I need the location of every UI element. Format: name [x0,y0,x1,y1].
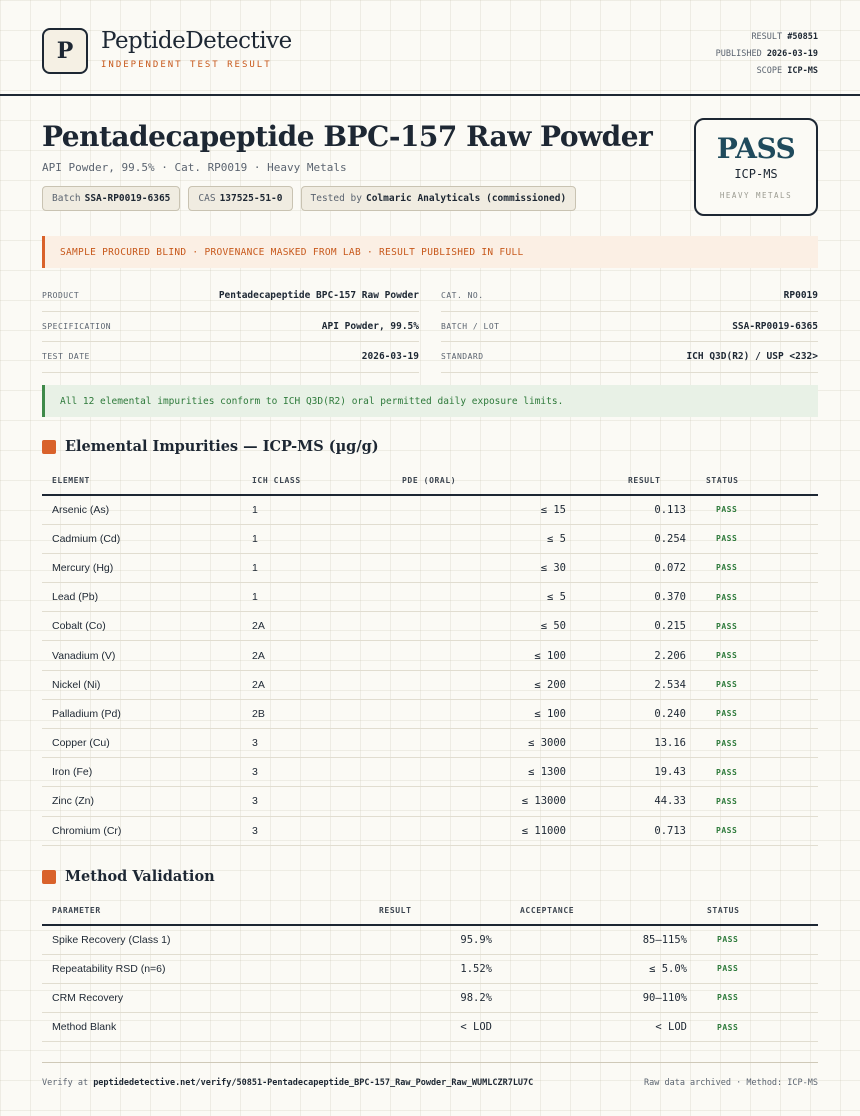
status-badge: PASS [696,816,818,845]
pde-limit: ≤ 100 [352,699,576,728]
badge-verdict: PASS [716,132,796,165]
table-row [42,553,818,582]
ich-class: 3 [242,787,352,816]
validation-body [42,925,818,1042]
ich-class: 1 [242,495,352,524]
scope-label: SCOPE [756,66,783,76]
element-name: Vanadium (V) [42,641,242,670]
impurities-table [42,466,818,846]
result-id [716,29,818,46]
brand-tagline: INDEPENDENT TEST RESULT [101,60,272,70]
product-chips [42,186,576,211]
ich-class: 2A [242,670,352,699]
brand-name: PeptideDetective [101,28,292,54]
info-value: Pentadecapeptide BPC-157 Raw Powder [218,290,419,302]
verify-prefix: Verify at [42,1077,89,1088]
result-value: 1.52% [292,954,502,983]
column-header: PARAMETER [42,896,292,925]
footer [42,1062,818,1102]
ich-class: 1 [242,524,352,553]
parameter-name: Spike Recovery (Class 1) [42,925,292,954]
pde-limit: ≤ 3000 [352,729,576,758]
table-row [42,583,818,612]
pde-limit: ≤ 50 [352,612,576,641]
table-row [42,816,818,845]
column-header: PDE (ORAL) [352,466,576,495]
column-header: RESULT [576,466,696,495]
section-marker-icon [42,440,56,454]
result-value: 44.33 [576,787,696,816]
status-badge: PASS [697,925,818,954]
result-value: 0.240 [576,699,696,728]
info-value: SSA-RP0019-6365 [732,320,818,332]
element-name: Copper (Cu) [42,729,242,758]
table-row [42,729,818,758]
table-header-row [42,896,818,925]
chip-label: Tested by [310,193,362,204]
result-meta [716,29,818,80]
chip-value: Colmaric Analyticals (commissioned) [365,193,567,204]
result-id-label: RESULT [751,32,783,42]
parameter-name: CRM Recovery [42,983,292,1012]
table-row [42,1013,818,1042]
conformance-banner: All 12 elemental impurities conform to ICH Q3D(R2) oral permitted daily exposure limits. [42,385,818,417]
info-value: API Powder, 99.5% [321,320,419,332]
result-value: < LOD [292,1013,502,1042]
ich-class: 1 [242,583,352,612]
validation-table [42,896,818,1042]
report-header [0,0,860,96]
result-value: 13.16 [576,729,696,758]
badge-scope: HEAVY METALS [719,191,793,200]
result-value: 19.43 [576,758,696,787]
published-value: 2026-03-19 [766,49,818,59]
pde-limit: ≤ 100 [352,641,576,670]
element-name: Lead (Pb) [42,583,242,612]
element-name: Cobalt (Co) [42,612,242,641]
pde-limit: ≤ 11000 [352,816,576,845]
status-badge: PASS [696,612,818,641]
table-header-row [42,466,818,495]
status-badge: PASS [696,524,818,553]
status-badge: PASS [696,641,818,670]
acceptance-range: 85–115% [502,925,697,954]
info-value: ICH Q3D(R2) / USP <232> [686,351,818,363]
status-badge: PASS [696,670,818,699]
table-row [42,954,818,983]
info-standard [441,342,818,373]
element-name: Iron (Fe) [42,758,242,787]
column-header: ACCEPTANCE [502,896,697,925]
info-grid [42,281,818,373]
page-subtitle: API Powder, 99.5% · Cat. RP0019 · Heavy Metals [42,161,347,174]
info-cat [441,281,818,312]
result-value: 2.534 [576,670,696,699]
verify-link[interactable]: peptidedetective.net/verify/50851-Pentadecapeptide_BPC-157_Raw_Powder_Raw_WUMLCZR7LU7C [93,1077,534,1088]
info-product [42,281,419,312]
table-row [42,612,818,641]
ich-class: 2B [242,699,352,728]
impurities-body [42,495,818,845]
info-key: SPECIFICATION [42,321,112,331]
pde-limit: ≤ 5 [352,583,576,612]
result-value: 98.2% [292,983,502,1012]
column-header: ICH CLASS [242,466,352,495]
element-name: Mercury (Hg) [42,553,242,582]
info-spec [42,312,419,343]
scope-value: ICP-MS [787,66,818,76]
pde-limit: ≤ 200 [352,670,576,699]
status-badge: PASS [697,954,818,983]
status-badge: PASS [696,495,818,524]
validation-heading [42,868,215,885]
section-title: Elemental Impurities — ICP-MS (µg/g) [65,438,379,455]
pde-limit: ≤ 15 [352,495,576,524]
element-name: Cadmium (Cd) [42,524,242,553]
table-row [42,925,818,954]
result-value: 0.370 [576,583,696,612]
tested-by-chip [301,186,577,211]
parameter-name: Method Blank [42,1013,292,1042]
element-name: Zinc (Zn) [42,787,242,816]
status-badge: PASS [696,758,818,787]
ich-class: 3 [242,816,352,845]
status-badge: PASS [696,583,818,612]
chip-value: SSA-RP0019-6365 [84,193,171,204]
page-title: Pentadecapeptide BPC-157 Raw Powder [42,120,653,153]
element-name: Palladium (Pd) [42,699,242,728]
result-value: 0.713 [576,816,696,845]
parameter-name: Repeatability RSD (n=6) [42,954,292,983]
chip-label: Batch [52,193,81,204]
info-row [42,281,818,312]
ich-class: 2A [242,641,352,670]
info-key: CAT. NO. [441,291,484,301]
status-badge: PASS [696,699,818,728]
info-value: RP0019 [783,290,818,302]
element-name: Arsenic (As) [42,495,242,524]
result-value: 2.206 [576,641,696,670]
ich-class: 3 [242,758,352,787]
info-key: BATCH / LOT [441,321,500,331]
info-value: 2026-03-19 [361,351,419,363]
result-value: 0.215 [576,612,696,641]
published-date [716,46,818,63]
element-name: Nickel (Ni) [42,670,242,699]
info-row [42,312,818,343]
status-badge: PASS [696,729,818,758]
pde-limit: ≤ 30 [352,553,576,582]
result-value: 0.254 [576,524,696,553]
acceptance-range: < LOD [502,1013,697,1042]
status-badge: PASS [697,983,818,1012]
column-header: STATUS [697,896,818,925]
status-badge: PASS [696,553,818,582]
scope [716,63,818,80]
chip-label: CAS [198,193,216,204]
info-row [42,342,818,373]
batch-chip [42,186,180,211]
pass-badge [694,118,818,216]
pde-limit: ≤ 13000 [352,787,576,816]
cas-chip [188,186,292,211]
table-row [42,699,818,728]
section-title: Method Validation [65,868,215,885]
info-date [42,342,419,373]
table-row [42,641,818,670]
acceptance-range: ≤ 5.0% [502,954,697,983]
published-label: PUBLISHED [715,49,762,59]
result-value: 0.072 [576,553,696,582]
status-badge: PASS [697,1013,818,1042]
table-row [42,983,818,1012]
section-marker-icon [42,870,56,884]
column-header: ELEMENT [42,466,242,495]
table-row [42,787,818,816]
info-batch [441,312,818,343]
status-badge: PASS [696,787,818,816]
result-value: 95.9% [292,925,502,954]
element-name: Chromium (Cr) [42,816,242,845]
column-header: RESULT [292,896,502,925]
table-row [42,758,818,787]
info-key: PRODUCT [42,291,80,301]
ich-class: 2A [242,612,352,641]
chip-value: 137525-51-0 [219,193,283,204]
info-key: STANDARD [441,352,484,362]
footer-note: Raw data archived · Method: ICP-MS [644,1077,818,1088]
verify-text [42,1078,533,1088]
column-header: STATUS [696,466,818,495]
table-row [42,524,818,553]
logo-icon: P [42,28,88,74]
acceptance-range: 90–110% [502,983,697,1012]
info-key: TEST DATE [42,352,90,362]
ich-class: 3 [242,729,352,758]
badge-method: ICP-MS [734,167,778,181]
table-row [42,670,818,699]
result-id-value: #50851 [787,32,818,42]
pde-limit: ≤ 5 [352,524,576,553]
result-value: 0.113 [576,495,696,524]
impurities-heading [42,438,379,455]
pde-limit: ≤ 1300 [352,758,576,787]
table-row [42,495,818,524]
provenance-notice: SAMPLE PROCURED BLIND · PROVENANCE MASKED FROM LAB · RESULT PUBLISHED IN FULL [42,236,818,268]
ich-class: 1 [242,553,352,582]
